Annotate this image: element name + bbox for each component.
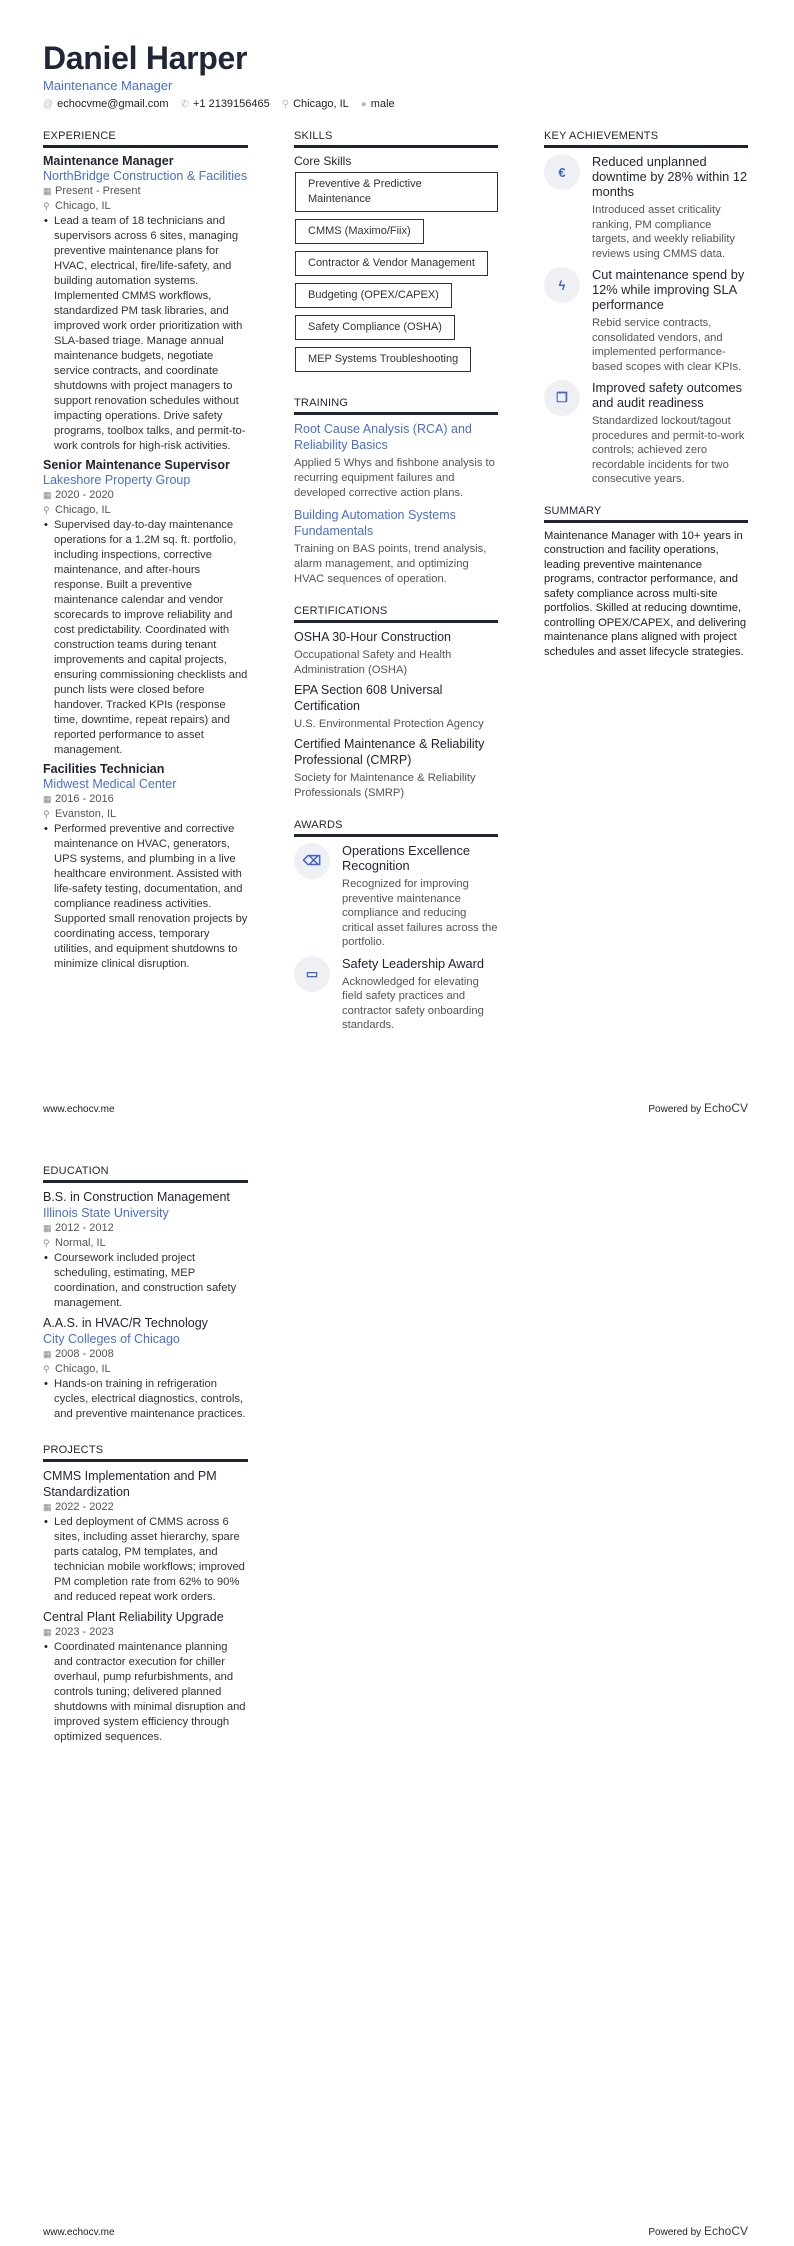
bullet-item: • Performed preventive and corrective maintenance on HVAC, generators, UPS systems, and plumbing in a live healthcare environment. Assisted with life-safety testing, documentation, and compliance readiness activities. Supported small renovation projects by coordinating access, temporary utilities, and equipment shutdowns to minimize clinical disruption. [43, 822, 248, 972]
meta-row [43, 1625, 248, 1640]
meta-text: Chicago, IL [55, 504, 111, 516]
meta-text: 2022 - 2022 [55, 1501, 114, 1513]
skill-chip: MEP Systems Troubleshooting [295, 347, 471, 372]
candidate-name: Daniel Harper [43, 40, 248, 76]
page-footer [43, 1101, 748, 1115]
calendar-icon: ▦ [43, 490, 52, 500]
award-item [294, 956, 498, 1033]
left-column [43, 130, 248, 990]
skill-chip: Safety Compliance (OSHA) [295, 315, 455, 340]
item-title: Improved safety outcomes and audit readiness [592, 380, 743, 410]
certifications-section [294, 605, 498, 801]
certification-title: Certified Maintenance & Reliability Professional (CMRP) [294, 737, 485, 767]
project-title: Central Plant Reliability Upgrade [43, 1610, 224, 1624]
section-heading: SUMMARY [544, 505, 748, 523]
bullet-item: • Coursework included project scheduling, estimating, MEP coordination, and construction safety management. [43, 1251, 248, 1311]
meta-row [43, 1500, 248, 1515]
meta-text: Chicago, IL [55, 1363, 111, 1375]
project-title: CMMS Implementation and PM Standardization [43, 1469, 217, 1499]
meta-row [43, 488, 248, 503]
section-heading: SKILLS [294, 130, 498, 148]
training-description: Applied 5 Whys and fishbone analysis to recurring equipment failures and developed corrective action plans. [294, 457, 495, 499]
training-title: Building Automation Systems Fundamentals [294, 508, 456, 538]
school-name: City Colleges of Chicago [43, 1332, 180, 1346]
meta-text: 2016 - 2016 [55, 793, 114, 805]
section-heading: TRAINING [294, 397, 498, 415]
powered-by-label: Powered by [648, 2227, 702, 2238]
education-item [43, 1189, 248, 1311]
skill-row [294, 283, 498, 315]
item-body [592, 154, 748, 261]
resume-page-2 [0, 1123, 794, 2246]
meta-text: 2020 - 2020 [55, 489, 114, 501]
ticket-icon: ⌫ [294, 843, 330, 879]
lightning-icon: ϟ [544, 267, 580, 303]
skill-row [294, 219, 498, 251]
section-heading: AWARDS [294, 819, 498, 837]
bullet-list [43, 822, 248, 972]
skill-chip: CMMS (Maximo/Fiix) [295, 219, 424, 244]
degree: B.S. in Construction Management [43, 1190, 230, 1204]
skill-chip: Preventive & Predictive Maintenance [295, 172, 498, 212]
location: Chicago, IL [293, 98, 349, 110]
achievement-item [544, 267, 748, 374]
job-title: Senior Maintenance Supervisor [43, 458, 230, 472]
bullet-list [43, 214, 248, 454]
certification-title: OSHA 30-Hour Construction [294, 630, 452, 644]
projects-section [43, 1444, 248, 1745]
item-body [342, 843, 498, 950]
item-description: Rebid service contracts, consolidated vendors, and implemented performance-based scopes with clear KPIs. [592, 317, 742, 373]
meta-row [43, 1362, 248, 1377]
email[interactable]: echocvme@gmail.com [57, 98, 169, 110]
bullet-list [43, 1640, 248, 1745]
school-name: Illinois State University [43, 1206, 169, 1220]
location-icon: ⚲ [43, 505, 50, 515]
item-body [592, 380, 748, 487]
location-icon: ⚲ [281, 99, 290, 110]
calendar-icon: ▦ [43, 186, 52, 196]
bullet-list [43, 1515, 248, 1605]
section-heading: PROJECTS [43, 1444, 248, 1462]
candidate-title: Maintenance Manager [43, 78, 173, 93]
summary-section [544, 505, 748, 660]
bullet-item: • Led deployment of CMMS across 6 sites, including asset hierarchy, spare parts catalog, PM templates, and technician mobile workflows; improved PM completion rate from 62% to 90% and reduced repeat work orders. [43, 1515, 248, 1605]
item-body [592, 267, 748, 374]
calendar-icon: ▦ [43, 794, 52, 804]
education-section [43, 1165, 248, 1422]
bullet-item: • Lead a team of 18 technicians and supervisors across 6 sites, managing preventive maintenance plans for HVAC, electrical, fire/life-safety, and building automation systems. Implemented CMMS workflows, standardized PM task libraries, and improved work order prioritization with SLA-based triage. Manage annual maintenance budgets, negotiate service contracts, and coordinate shutdowns with project managers to support renovation schedules without impacting operations. Drive safety programs, toolbox talks, and permit-to-work controls for high-risk activities. [43, 214, 248, 454]
meta-row [43, 792, 248, 807]
item-title: Reduced unplanned downtime by 28% within 12 months [592, 154, 748, 199]
brand-link[interactable]: EchoCV [703, 1101, 748, 1115]
achievement-item [544, 154, 748, 261]
email-icon: @ [43, 99, 54, 110]
bullet-list [43, 1251, 248, 1311]
award-item [294, 843, 498, 950]
item-description: Introduced asset criticality ranking, PM compliance targets, and weekly reliability reviews using CMMS data. [592, 204, 736, 260]
section-heading: KEY ACHIEVEMENTS [544, 130, 748, 148]
skill-row [294, 251, 498, 283]
bullet-item: • Coordinated maintenance planning and contractor execution for chiller overhaul, pump refurbishments, and controls tuning; delivered planned shutdowns with minimal disruption and improved system efficiency through optimized sequences. [43, 1640, 248, 1745]
meta-text: Evanston, IL [55, 808, 117, 820]
training-title: Root Cause Analysis (RCA) and Reliability Basics [294, 422, 472, 452]
middle-column [294, 130, 498, 1051]
item-title: Safety Leadership Award [342, 955, 485, 971]
meta-text: 2008 - 2008 [55, 1348, 114, 1360]
location-icon: ⚲ [43, 1364, 50, 1374]
powered-by-label: Powered by [648, 1104, 702, 1115]
section-heading: EXPERIENCE [43, 130, 248, 148]
job-title: Facilities Technician [43, 762, 165, 776]
meta-row [43, 1347, 248, 1362]
section-heading: EDUCATION [43, 1165, 248, 1183]
bullet-item: • Supervised day-to-day maintenance operations for a 1.2M sq. ft. portfolio, including inspections, corrective maintenance, and after-hours response. Built a preventive maintenance calendar and vendor scorecards to improve reliability and cost predictability. Coordinated with construction teams during tenant improvements and capital projects, ensuring commissioning checklists and punch lists were closed before handover. Tracked KPIs (response time, downtime, repeat repairs) and reported performance to asset management. [43, 518, 248, 758]
certification-title: EPA Section 608 Universal Certification [294, 683, 443, 713]
brand-link[interactable]: EchoCV [703, 2224, 748, 2238]
achievements-section [544, 130, 748, 487]
contact-row [43, 98, 395, 110]
skills-section [294, 130, 498, 379]
certification-issuer: Society for Maintenance & Reliability Professionals (SMRP) [294, 772, 476, 799]
documents-icon: ❐ [544, 380, 580, 416]
meta-text: Chicago, IL [55, 200, 111, 212]
skill-chip: Contractor & Vendor Management [295, 251, 488, 276]
meta-row [43, 199, 248, 214]
meta-text: 2012 - 2012 [55, 1222, 114, 1234]
phone[interactable]: +1 2139156465 [192, 98, 270, 110]
item-description: Standardized lockout/tagout procedures and permit-to-work controls; achieved zero recordable incidents for two consecutive years. [592, 415, 745, 485]
item-title: Operations Excellence Recognition [342, 843, 471, 873]
bullet-item: • Hands-on training in refrigeration cycles, electrical diagnostics, controls, and preventive maintenance practices. [43, 1377, 248, 1422]
experience-item [43, 458, 248, 758]
skill-chip: Budgeting (OPEX/CAPEX) [295, 283, 452, 308]
achievement-item [544, 380, 748, 487]
awards-section [294, 819, 498, 1033]
item-description: Recognized for improving preventive maintenance compliance and reducing critical asset failures across the portfolio. [342, 878, 498, 948]
project-item [43, 1468, 248, 1605]
calendar-icon: ▦ [43, 1223, 52, 1233]
skill-row [294, 315, 498, 347]
item-body [342, 956, 498, 1033]
website-link[interactable]: www.echocv.me [43, 1104, 115, 1115]
meta-row [43, 184, 248, 199]
training-description: Training on BAS points, trend analysis, alarm management, and optimizing HVAC sequences of operation. [294, 543, 487, 585]
item-description: Acknowledged for elevating field safety practices and contractor safety onboarding standards. [342, 975, 484, 1031]
training-section [294, 397, 498, 587]
meta-row [43, 503, 248, 518]
meta-row [43, 807, 248, 822]
calendar-icon: ▦ [43, 1349, 52, 1359]
left-column [43, 1165, 248, 1763]
meta-text: Normal, IL [55, 1237, 106, 1249]
education-item [43, 1315, 248, 1422]
degree: A.A.S. in HVAC/R Technology [43, 1316, 208, 1330]
skill-row [294, 172, 498, 219]
company-name: Lakeshore Property Group [43, 473, 191, 487]
meta-text: 2023 - 2023 [55, 1626, 114, 1638]
euro-icon: € [544, 154, 580, 190]
meta-row [43, 1221, 248, 1236]
bullet-list [43, 518, 248, 758]
experience-section [43, 130, 248, 972]
item-title: Cut maintenance spend by 12% while improving SLA performance [592, 267, 745, 312]
job-title: Maintenance Manager [43, 154, 174, 168]
website-link[interactable]: www.echocv.me [43, 2227, 115, 2238]
person-icon: ● [360, 99, 367, 110]
meta-text: Present - Present [55, 185, 141, 197]
calendar-icon: ▦ [43, 1502, 52, 1512]
calendar-icon: ▦ [43, 1627, 52, 1637]
company-name: Midwest Medical Center [43, 777, 177, 791]
phone-icon: ✆ [180, 99, 189, 110]
location-icon: ⚲ [43, 1238, 50, 1248]
certification-issuer: Occupational Safety and Health Administration (OSHA) [294, 649, 452, 676]
location-icon: ⚲ [43, 201, 50, 211]
certification-issuer: U.S. Environmental Protection Agency [294, 718, 484, 730]
section-heading: CERTIFICATIONS [294, 605, 498, 623]
right-column [544, 130, 748, 677]
gender: male [370, 98, 395, 110]
skill-row [294, 347, 498, 379]
company-name: NorthBridge Construction & Facilities [43, 169, 248, 183]
experience-item [43, 762, 248, 972]
project-item [43, 1609, 248, 1745]
summary-text: Maintenance Manager with 10+ years in construction and facility operations, leading preventive maintenance programs, contractor performance, and safety compliance across multi-site portfolios. Skilled at reducing downtime, controlling OPEX/CAPEX, and delivering maintenance plans aligned with project schedules and asset lifecycle strategies. [544, 529, 747, 658]
page-footer [43, 2224, 748, 2238]
location-icon: ⚲ [43, 809, 50, 819]
experience-item [43, 154, 248, 454]
calendar-icon: ▭ [294, 956, 330, 992]
meta-row [43, 1236, 248, 1251]
skill-group-label: Core Skills [294, 154, 352, 168]
bullet-list [43, 1377, 248, 1422]
